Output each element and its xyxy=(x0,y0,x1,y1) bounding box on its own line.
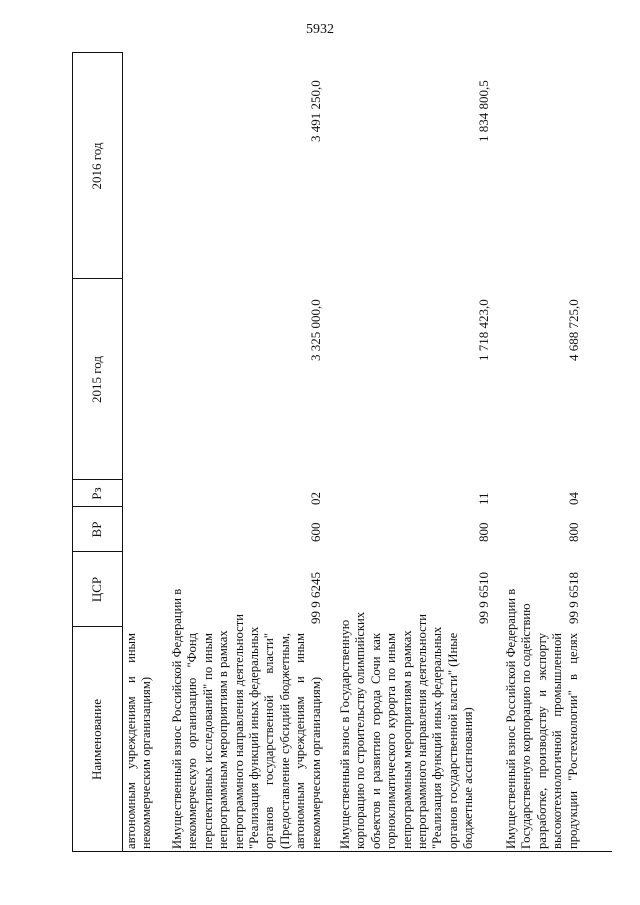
row-name-line: некоммерческим организациям) xyxy=(308,676,323,849)
row-name-line: (Предоставление субсидий бюджетным, xyxy=(277,633,292,849)
row-name-line: непрограммным мероприятиям в рамках xyxy=(399,630,414,849)
row-name-line: бюджетные ассигнования) xyxy=(461,707,476,849)
row-vr: 800 xyxy=(476,522,491,542)
header-csr: ЦСР xyxy=(89,576,104,603)
row-2016: 1 834 800,5 xyxy=(476,80,491,142)
row-rz: 02 xyxy=(308,492,323,505)
header-2016: 2016 год xyxy=(89,142,104,190)
row-vr: 800 xyxy=(566,522,581,542)
row-name-line: непрограммным мероприятиям в рамках xyxy=(216,630,231,849)
header-2015: 2015 год xyxy=(89,356,104,403)
table-row xyxy=(338,611,477,849)
table-left-border xyxy=(72,851,612,852)
row-name-line: автономным учреждениям и иным xyxy=(293,633,308,849)
row-name-line: Имущественный взнос Российской Федерации в xyxy=(170,588,184,849)
row-name-line: корпорацию по строительству олимпийских xyxy=(353,611,368,849)
row-vr: 600 xyxy=(308,522,323,542)
row-2015: 4 688 725,0 xyxy=(566,299,581,361)
row-name-line: органов государственной власти" xyxy=(262,633,277,849)
row-name-line: "Реализация функций иных федеральных xyxy=(247,626,262,849)
row-name-line: Имущественный взнос Российской Федерации в xyxy=(504,588,518,849)
row-name-line: некоммерческую организацию "Фонд xyxy=(185,633,200,849)
row-name-line: Государственную корпорацию по содействию xyxy=(519,603,534,849)
row-csr: 99 9 6518 xyxy=(566,572,581,624)
row-csr: 99 9 6510 xyxy=(476,572,491,624)
row-name-line: разработке, производству и экспорту xyxy=(534,633,549,849)
header-vr: ВР xyxy=(89,521,104,538)
table-header-bottom-border xyxy=(122,52,123,852)
row-csr: 99 9 6245 xyxy=(308,572,323,624)
row-name-line: перспективных исследований" по иным xyxy=(200,633,215,849)
row-rz: 11 xyxy=(476,492,491,505)
row-name-line: продукции "Ростехнологии" в целях xyxy=(565,633,580,849)
row-name-line: органов государственной власти" (Иные xyxy=(445,632,460,849)
row-name-line: "Реализация функций иных федеральных xyxy=(430,626,445,849)
page-number: 5932 xyxy=(306,22,334,37)
table-row xyxy=(124,633,155,849)
row-name-line: горноклиматического курорта по иным xyxy=(384,633,399,849)
budget-table xyxy=(72,52,612,852)
header-rz: Рз xyxy=(89,487,104,500)
row-2015: 1 718 423,0 xyxy=(476,299,491,361)
row-name-line: непрограммного направления деятельности xyxy=(415,614,430,849)
row-name-line: высокотехнологичной промышленной xyxy=(550,633,565,849)
row-2016: 3 491 250,0 xyxy=(308,80,323,142)
row-name-line: автономным учреждениям и иным xyxy=(124,633,138,849)
row-2015: 3 325 000,0 xyxy=(308,299,323,361)
row-name-line: объектов и развитию города Сочи как xyxy=(368,633,383,849)
row-name-line: непрограммного направления деятельности xyxy=(231,614,246,849)
row-rz: 04 xyxy=(566,492,581,505)
header-name: Наименование xyxy=(89,699,104,780)
row-name-line: некоммерческим организациям) xyxy=(139,676,154,849)
row-name-line: Имущественный взнос в Государственную xyxy=(338,619,352,849)
